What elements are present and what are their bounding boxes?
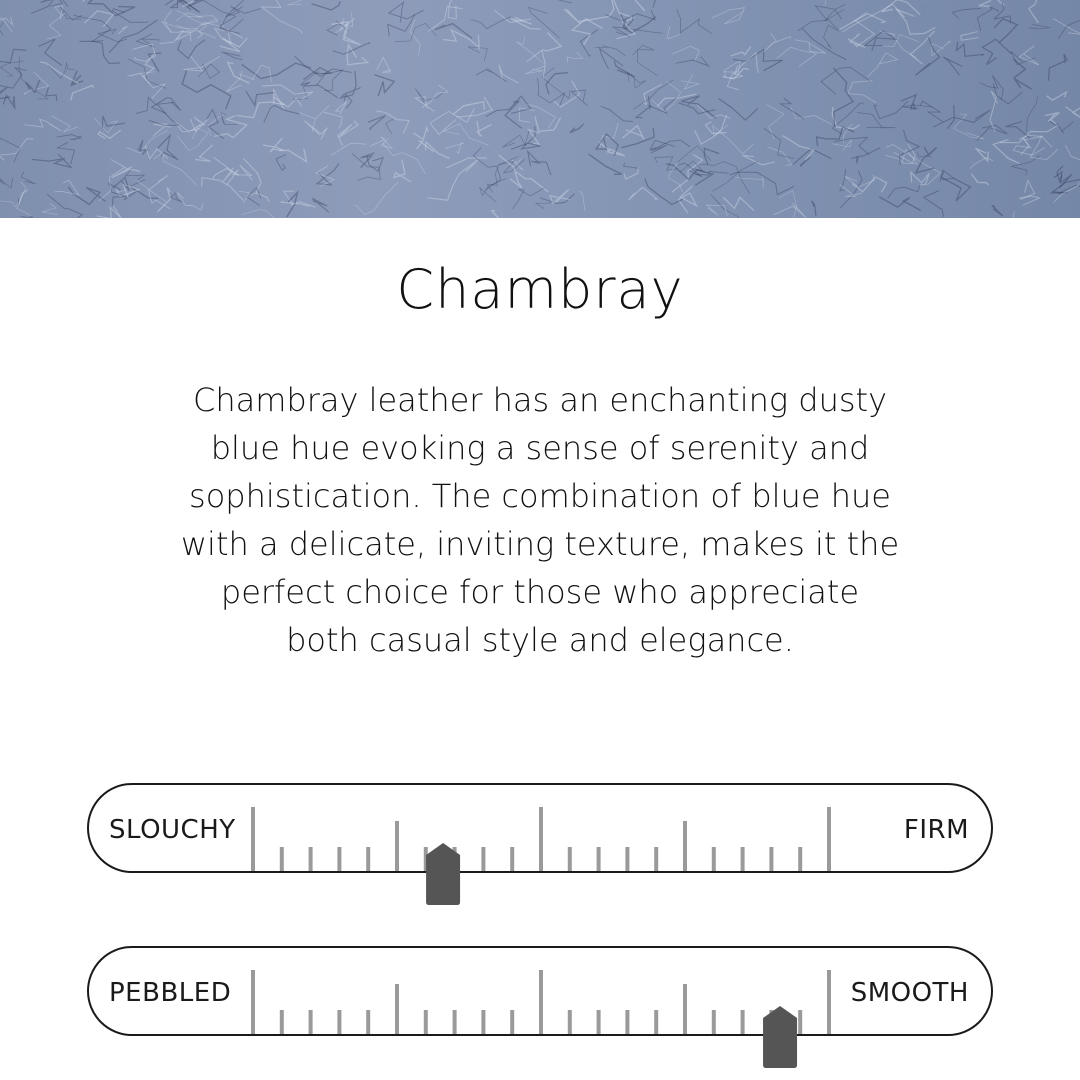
leather-crack [915,37,939,75]
leather-crack [791,107,832,124]
leather-crack [731,47,751,57]
leather-crack [570,124,584,133]
leather-crack [0,171,13,188]
leather-crack [109,20,158,53]
texture-scale [87,946,993,1036]
leather-crack [32,154,71,167]
leather-crack [331,143,367,155]
leather-crack [112,9,148,23]
leather-crack [535,117,561,132]
leather-crack [336,102,347,115]
leather-crack [596,134,618,156]
leather-crack [305,121,328,139]
leather-crack [624,167,638,179]
leather-crack [18,198,33,217]
leather-crack [52,116,79,132]
leather-crack [85,11,114,27]
leather-crack [933,110,990,127]
leather-crack [529,7,559,38]
leather-crack [971,174,988,185]
leather-crack [263,138,283,152]
scale-left-label: PEBBLED [109,978,232,1008]
leather-crack [430,108,474,134]
leather-crack [175,122,198,133]
leather-crack [480,178,507,202]
leather-crack [941,177,970,201]
leather-crack [354,182,398,215]
leather-crack [389,2,424,22]
leather-crack [494,10,530,22]
leather-crack [621,128,654,148]
leather-crack [395,23,437,42]
description-text: Chambray leather has an enchanting dusty blue hue evoking a sense of serenity and sophistication. The combination of blue hue with a delicate, inviting texture, makes it the perfect choice for those who appreciate both casual style and elegance. [180,381,900,659]
leather-crack [897,9,936,34]
leather-crack [25,119,62,131]
leather-crack [993,83,1022,104]
leather-crack [543,32,561,51]
leather-crack [622,126,644,140]
leather-crack [643,84,662,104]
leather-crack [555,0,573,3]
leather-crack [579,0,614,22]
leather-crack [742,155,775,165]
leather-crack [241,210,275,218]
leather-crack [992,205,1003,216]
leather-crack [874,101,908,119]
leather-crack [572,19,602,45]
leather-crack [994,19,1017,42]
leather-crack [840,185,862,197]
leather-crack [979,0,1005,6]
leather-crack [242,63,311,78]
leather-crack [243,158,269,202]
leather-crack [1049,54,1068,81]
leather-crack [825,0,853,6]
leather-crack [275,0,306,5]
leather-crack [71,85,94,100]
leather-crack [376,111,409,134]
leather-crack [140,73,165,98]
leather-crack [579,190,585,211]
leather-crack [83,0,118,2]
leather-crack [980,75,1004,100]
leather-crack [0,49,27,62]
leather-crack [589,154,622,174]
leather-crack [284,191,316,207]
leather-crack [833,68,853,127]
leather-crack [247,188,261,206]
leather-crack [947,105,954,129]
leather-crack [148,175,170,209]
leather-crack [276,155,286,171]
leather-crack [468,47,487,61]
leather-crack [672,46,699,60]
leather-crack [0,23,3,39]
leather-crack [956,42,984,56]
leather-crack [719,99,758,121]
leather-crack [236,102,285,118]
leather-crack [840,169,846,191]
leather-crack [516,172,548,192]
leather-crack [344,95,352,109]
leather-crack [799,43,826,66]
leather-crack [426,142,450,159]
leather-crack [793,149,831,165]
leather-crack [953,8,981,18]
leather-crack [368,116,386,130]
leather-crack [188,0,204,7]
leather-crack [527,104,556,128]
leather-crack [764,128,795,159]
leather-crack [26,80,40,92]
leather-crack [845,175,875,187]
leather-crack [727,73,743,90]
leather-crack [98,29,127,42]
leather-crack [414,127,428,139]
leather-crack [1049,121,1073,133]
leather-crack [879,197,920,211]
leather-crack [812,201,817,216]
leather-crack [312,1,341,10]
leather-crack [903,105,933,108]
leather-crack [361,153,375,168]
leather-crack [1011,156,1039,175]
leather-crack [774,203,806,217]
leather-crack [633,45,658,76]
leather-crack [781,98,804,119]
leather-crack [0,17,13,35]
leather-crack [448,0,457,19]
leather-crack [324,112,342,128]
scale-left-label: SLOUCHY [109,815,236,845]
leather-crack [824,18,839,48]
leather-crack [667,26,680,38]
leather-crack [60,7,82,21]
leather-crack [499,65,518,83]
leather-crack [651,81,680,111]
leather-crack [767,105,784,140]
scale-marker [763,1006,797,1068]
leather-crack [47,13,65,39]
leather-crack [195,145,213,161]
leather-crack [336,12,352,26]
leather-crack [628,187,657,200]
scale-right-label: FIRM [903,815,969,845]
leather-crack [657,94,696,106]
leather-crack [511,126,541,149]
leather-crack [42,203,58,214]
leather-crack [868,53,898,77]
leather-crack [177,11,216,39]
leather-crack [228,63,250,84]
leather-crack [374,75,394,96]
firmness-scale [87,783,993,873]
leather-crack [227,165,253,184]
scale-marker [426,843,460,905]
leather-crack [910,31,934,64]
leather-crack [975,148,988,161]
scale-right-label: SMOOTH [850,978,969,1008]
leather-crack [113,177,129,190]
leather-crack [536,203,551,209]
leather-crack [920,101,943,122]
leather-crack [262,0,303,33]
leather-crack [0,139,33,161]
leather-crack [645,179,683,205]
page-title: Chambray [396,258,684,321]
leather-crack [567,52,582,62]
leather-crack [99,160,127,201]
leather-crack [676,9,711,33]
leather-crack [651,140,691,153]
leather-crack [1047,92,1067,100]
leather-crack [961,32,979,41]
leather-crack [1029,24,1050,29]
leather-crack [486,96,531,116]
leather-crack [445,143,463,153]
leather-crack [341,71,361,98]
leather-crack [681,75,699,90]
leather-crack [511,17,541,29]
leather-crack [883,35,919,47]
leather-crack [94,118,117,133]
leather-crack [624,163,639,169]
leather-crack [69,187,106,205]
leather-crack [840,14,885,30]
leather-texture-image [0,0,1080,218]
leather-crack [18,190,31,216]
leather-crack [853,12,874,47]
leather-crack [40,62,78,84]
leather-crack [614,61,634,77]
leather-crack [852,148,881,164]
leather-crack [1019,135,1043,155]
leather-crack [613,27,663,37]
leather-crack [477,121,492,136]
leather-crack [415,88,446,102]
leather-crack [453,102,485,115]
leather-crack [882,0,921,15]
leather-crack [711,195,741,219]
leather-crack [832,139,851,151]
leather-crack [428,160,479,201]
leather-crack [377,57,392,72]
leather-crack [139,140,149,155]
leather-crack [386,119,394,134]
leather-crack [564,9,580,24]
leather-crack [1054,172,1072,188]
leather-crack [525,66,545,74]
leather-crack [264,106,300,123]
leather-crack [47,194,82,218]
texture-ticks [89,948,995,1078]
leather-crack [713,125,754,154]
leather-crack [970,158,993,169]
leather-crack [932,41,951,56]
leather-crack [118,26,127,34]
leather-crack [800,157,810,166]
firmness-ticks [89,785,995,915]
leather-crack [1027,96,1038,132]
leather-crack [681,96,716,119]
leather-crack [214,157,234,181]
leather-crack [529,130,540,145]
leather-crack [1066,103,1080,119]
leather-crack [79,41,120,63]
leather-crack [444,124,489,146]
leather-crack [707,205,728,216]
leather-crack [983,39,1012,64]
leather-crack [422,85,448,108]
leather-crack [763,33,791,52]
leather-crack [476,69,507,82]
leather-crack [102,116,125,129]
leather-crack [777,40,811,59]
leather-crack [1029,0,1039,23]
leather-crack [601,106,633,121]
leather-crack [55,180,79,195]
leather-crack [164,11,179,33]
leather-crack [528,151,551,175]
leather-crack [712,8,745,24]
leather-crack [394,160,411,182]
leather-crack [0,67,26,88]
leather-crack [98,130,121,138]
leather-crack [1019,196,1040,205]
leather-crack [152,98,181,114]
leather-crack [613,0,645,21]
leather-crack [158,135,179,160]
leather-crack [21,171,36,184]
leather-crack [178,40,206,59]
leather-crack [443,30,479,48]
leather-crack [202,178,244,201]
leather-crack [924,191,944,217]
leather-crack [595,46,626,56]
leather-crack [519,108,534,122]
leather-crack [553,81,579,107]
leather-crack [153,124,171,136]
leather-crack [39,39,62,65]
leather-crack [888,185,920,198]
leather-crack [852,177,886,192]
leather-crack [1053,19,1080,35]
leather-crack [848,34,865,47]
leather-crack [446,158,487,168]
leather-crack [97,205,122,218]
leather-crack [370,137,393,149]
leather-crack [735,176,763,188]
leather-crack [222,52,243,60]
leather-crack [239,65,271,82]
leather-crack [723,197,754,210]
leather-crack [312,198,329,212]
leather-crack [676,57,709,67]
leather-crack [57,135,82,140]
leather-crack [492,211,550,218]
leather-crack [911,172,930,185]
leather-crack [943,57,962,75]
leather-crack [182,70,231,109]
leather-crack [0,10,12,33]
leather-crack [527,50,546,78]
leather-crack [542,68,570,99]
leather-crack [1065,145,1080,171]
